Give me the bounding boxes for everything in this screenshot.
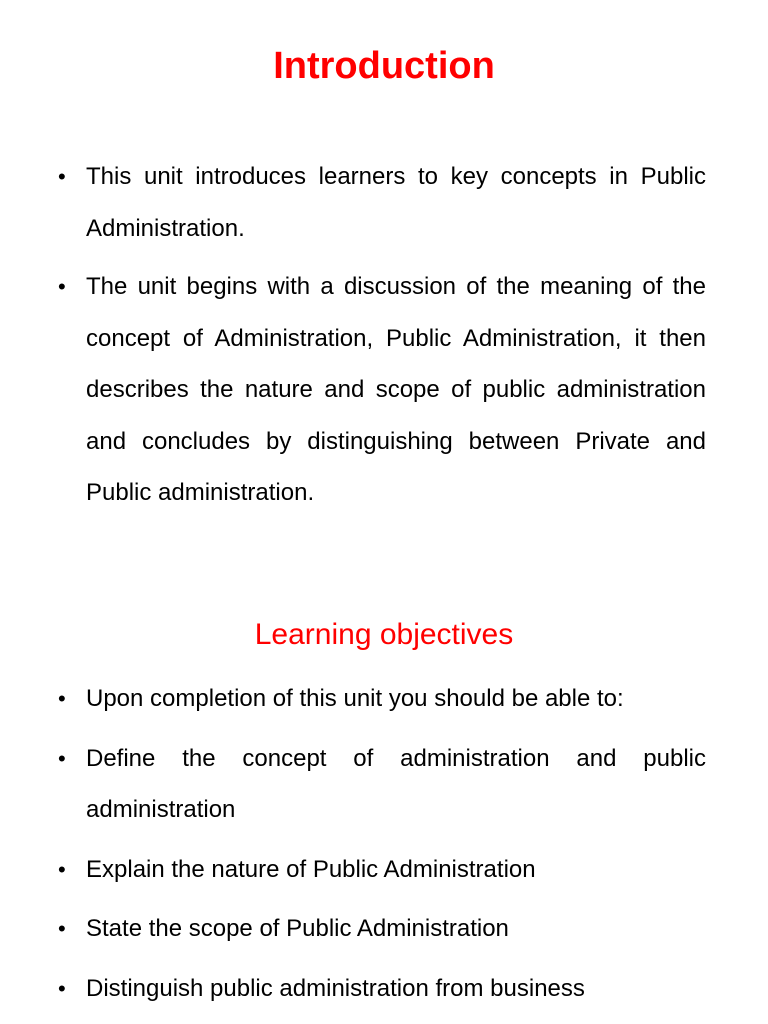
bullet-icon: •: [58, 274, 66, 299]
list-item: [0, 844, 768, 896]
bullet-icon: •: [58, 856, 66, 882]
bullet-text: This unit introduces learners to key concepts in Public Administration.: [86, 163, 706, 242]
list-item: [0, 151, 768, 254]
bullet-text: The unit begins with a discussion of the meaning of the concept of Administration, Public Administration, it then describes the nature and scope of public administration and concludes by distinguishing between Private and Public administration.: [86, 273, 706, 506]
learning-objectives-bullet-list: [0, 673, 768, 1022]
bullet-text: Upon completion of this unit you should be able to:: [86, 685, 624, 712]
list-item: [0, 963, 768, 1015]
list-item: [0, 733, 768, 836]
list-item: [0, 673, 768, 725]
introduction-bullet-list: [0, 151, 768, 526]
bullet-icon: •: [58, 916, 66, 941]
bullet-text: Define the concept of administration and public administration: [86, 744, 706, 823]
bullet-icon: •: [58, 975, 66, 1001]
bullet-icon: •: [58, 686, 66, 711]
list-item: [0, 261, 768, 519]
introduction-heading: Introduction: [273, 45, 495, 87]
bullet-text: State the scope of Public Administration: [86, 915, 509, 942]
bullet-icon: •: [58, 745, 66, 771]
bullet-icon: •: [58, 164, 66, 189]
bullet-text: Explain the nature of Public Administration: [86, 855, 536, 883]
list-item: [0, 903, 768, 955]
learning-objectives-heading: Learning objectives: [254, 618, 514, 651]
bullet-text: Distinguish public administration from business: [86, 974, 585, 1002]
